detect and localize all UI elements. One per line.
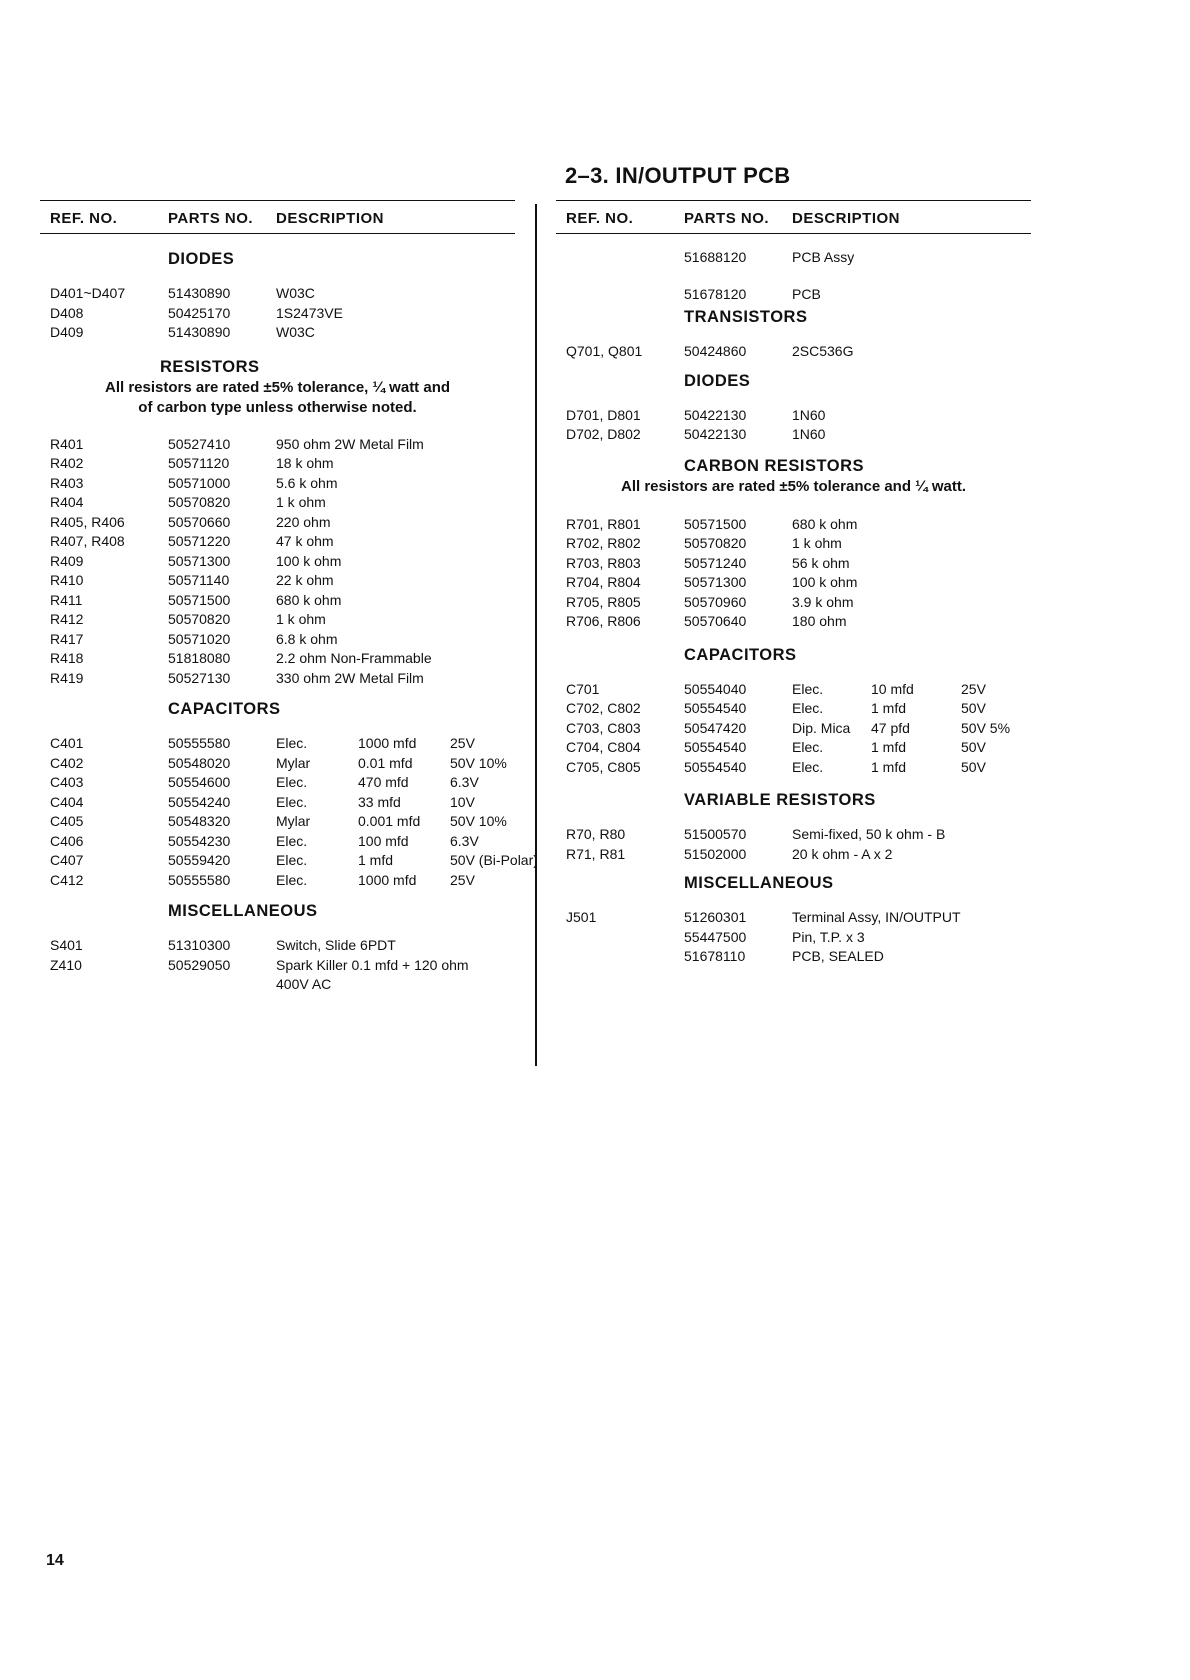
section-pcb: [556, 248, 1031, 304]
column-divider: [535, 204, 537, 1066]
parts-no-cell: 51818080: [168, 650, 231, 666]
ref-cell: C406: [50, 832, 84, 849]
ref-cell: R419: [50, 669, 84, 686]
table-row: [40, 832, 515, 852]
table-header: [40, 200, 515, 234]
rows: [40, 435, 515, 689]
header-desc: DESCRIPTION: [792, 210, 901, 227]
ref-cell: R705, R805: [566, 593, 641, 610]
parts-no-cell: 50571240: [684, 554, 747, 571]
table-row: [556, 680, 1031, 700]
description-cell: PCB: [792, 285, 821, 302]
header-parts: PARTS NO.: [684, 210, 770, 227]
rows: [556, 342, 1031, 362]
type-cell: Mylar: [276, 754, 311, 771]
header-parts: PARTS NO.: [168, 210, 254, 227]
parts-no-cell: 51430890: [168, 324, 231, 340]
voltage-cell: 50V 10%: [450, 813, 507, 829]
ref-cell: D701, D801: [566, 406, 641, 423]
value-cell: 1 mfd: [871, 758, 907, 775]
type-cell: Elec.: [276, 774, 308, 790]
value-cell: 100 mfd: [358, 832, 409, 849]
parts-no-cell: 50571300: [684, 574, 747, 590]
type-cell: Elec.: [276, 735, 308, 751]
description-cell: 100 k ohm: [792, 574, 858, 590]
section-diodes: [40, 248, 515, 343]
description-cell: 2.2 ohm Non-Frammable: [276, 650, 432, 666]
table-row: [556, 593, 1031, 613]
ref-cell: R703, R803: [566, 554, 641, 571]
description-cell: Switch, Slide 6PDT: [276, 937, 396, 953]
table-row: [40, 571, 515, 591]
ref-cell: R410: [50, 572, 84, 588]
description-cell: 20 k ohm - A x 2: [792, 845, 893, 862]
parts-no-cell: 50570820: [168, 611, 231, 627]
voltage-cell: 50V: [961, 758, 986, 775]
table-row: [556, 573, 1031, 593]
section-diodes: [556, 370, 1031, 445]
value-cell: 1000 mfd: [358, 871, 417, 888]
parts-no-cell: 51310300: [168, 937, 231, 953]
type-cell: Dip. Mica: [792, 719, 851, 736]
ref-cell: C412: [50, 871, 84, 888]
parts-no-cell: 50570640: [684, 613, 747, 629]
rows: [556, 406, 1031, 445]
ref-cell: C405: [50, 813, 84, 829]
ref-cell: C402: [50, 754, 84, 771]
description-cell: 1S2473VE: [276, 304, 343, 321]
value-cell: 0.01 mfd: [358, 754, 413, 771]
parts-no-cell: 50554540: [684, 700, 747, 716]
rows: [556, 908, 1031, 967]
rows: [40, 734, 538, 890]
table-row: [556, 612, 1031, 632]
ref-cell: D702, D802: [566, 426, 641, 442]
description-cell: 680 k ohm: [792, 515, 858, 532]
voltage-cell: 6.3V: [450, 832, 479, 849]
table-row: [556, 719, 1031, 739]
ref-cell: R409: [50, 552, 84, 569]
table-row: [40, 532, 515, 552]
parts-no-cell: 50571020: [168, 630, 231, 647]
section-title: MISCELLANEOUS: [684, 874, 834, 892]
description-cell: W03C: [276, 324, 315, 340]
voltage-cell: 25V: [450, 871, 475, 888]
section-title: VARIABLE RESISTORS: [684, 791, 876, 809]
description-cell: 1 k ohm: [792, 535, 842, 551]
value-cell: 10 mfd: [871, 680, 914, 697]
type-cell: Elec.: [276, 871, 308, 888]
value-cell: 1 mfd: [871, 700, 907, 716]
value-cell: 1 mfd: [871, 739, 907, 755]
section-capacitors: [556, 644, 1031, 778]
voltage-cell: 50V: [961, 739, 986, 755]
description-cell: 680 k ohm: [276, 591, 342, 608]
description-cell: W03C: [276, 285, 315, 301]
table-row: [556, 554, 1031, 574]
parts-no-cell: 50554600: [168, 774, 231, 790]
ref-cell: C401: [50, 735, 84, 751]
ref-cell: C702, C802: [566, 700, 641, 716]
ref-cell: D401~D407: [50, 285, 126, 301]
description-cell: 56 k ohm: [792, 554, 850, 571]
parts-no-cell: 51502000: [684, 845, 747, 862]
rows: [556, 680, 1031, 778]
table-row: [40, 936, 515, 956]
parts-no-cell: 51688120: [684, 249, 747, 265]
table-row: [556, 947, 1031, 967]
page-title: 2–3. IN/OUTPUT PCB: [565, 163, 791, 188]
table-row: [40, 734, 515, 754]
ref-cell: R412: [50, 611, 84, 627]
section-title: CARBON RESISTORS: [684, 456, 865, 475]
parts-no-cell: 50554540: [684, 739, 747, 755]
section-resistors: [40, 356, 515, 689]
parts-no-cell: 50529050: [168, 956, 231, 973]
table-row: [556, 845, 1031, 865]
description-cell: 2SC536G: [792, 343, 854, 359]
table-row: [40, 812, 515, 832]
table-row: [40, 793, 515, 813]
description-cell: 5.6 k ohm: [276, 474, 338, 491]
table-row: [40, 975, 515, 995]
value-cell: 33 mfd: [358, 793, 401, 810]
table-row: [556, 248, 1031, 268]
section-variable-resistors: [556, 789, 1031, 864]
header-ref: REF. NO.: [50, 210, 118, 227]
table-row: [40, 610, 515, 630]
ref-cell: R70, R80: [566, 826, 626, 842]
parts-no-cell: 50570820: [168, 494, 231, 510]
value-cell: 1000 mfd: [358, 735, 417, 751]
table-row: [40, 649, 515, 669]
parts-no-cell: 50559420: [168, 852, 231, 868]
ref-cell: R706, R806: [566, 613, 641, 629]
table-row: [556, 515, 1031, 535]
parts-no-cell: 50571500: [168, 591, 231, 608]
parts-no-cell: 50425170: [168, 304, 231, 321]
table-row: [40, 591, 515, 611]
table-row: [40, 552, 515, 572]
voltage-cell: 50V: [961, 700, 986, 716]
description-cell: 1N60: [792, 406, 826, 423]
parts-no-cell: 50571500: [684, 515, 747, 532]
description-cell: Semi-fixed, 50 k ohm - B: [792, 826, 946, 842]
table-row: [40, 851, 538, 871]
table-row: [40, 669, 515, 689]
description-cell: 1 k ohm: [276, 494, 326, 510]
voltage-cell: 6.3V: [450, 774, 479, 790]
description-cell: 18 k ohm: [276, 455, 334, 471]
value-cell: 0.001 mfd: [358, 813, 421, 829]
table-row: [556, 406, 1031, 426]
ref-cell: R418: [50, 650, 84, 666]
section-title: CAPACITORS: [168, 700, 281, 718]
section-misc: [40, 900, 515, 995]
ref-cell: J501: [566, 909, 597, 925]
description-cell: 180 ohm: [792, 613, 847, 629]
section-title: TRANSISTORS: [684, 308, 808, 326]
type-cell: Elec.: [792, 739, 824, 755]
type-cell: Mylar: [276, 813, 311, 829]
parts-no-cell: 50555580: [168, 735, 231, 751]
parts-no-cell: 51678110: [684, 948, 746, 964]
ref-cell: C407: [50, 852, 84, 868]
ref-cell: R71, R81: [566, 845, 626, 862]
ref-cell: R702, R802: [566, 535, 641, 551]
parts-no-cell: 50548020: [168, 754, 231, 771]
table-row: [40, 323, 515, 343]
table-row: [40, 304, 515, 324]
section-transistors: [556, 306, 1031, 362]
value-cell: 1 mfd: [358, 852, 394, 868]
parts-no-cell: 50527130: [168, 669, 231, 686]
parts-no-cell: 50570960: [684, 593, 747, 610]
voltage-cell: 25V: [450, 735, 475, 751]
description-cell: PCB Assy: [792, 249, 855, 265]
left-column: [40, 200, 538, 995]
right-column: [556, 200, 1031, 967]
parts-no-cell: 50555580: [168, 871, 231, 888]
value-cell: 470 mfd: [358, 774, 409, 790]
parts-no-cell: 50554040: [684, 680, 747, 697]
description-cell: 1 k ohm: [276, 611, 326, 627]
type-cell: Elec.: [792, 680, 824, 697]
parts-no-cell: 50547420: [684, 719, 747, 736]
parts-no-cell: 50422130: [684, 426, 747, 442]
table-row: [556, 534, 1031, 554]
description-cell: 330 ohm 2W Metal Film: [276, 669, 424, 686]
ref-cell: C403: [50, 774, 84, 790]
description-cell: PCB, SEALED: [792, 948, 884, 964]
ref-cell: C705, C805: [566, 758, 641, 775]
parts-no-cell: 50571120: [168, 455, 230, 471]
rows: [556, 825, 1031, 864]
rows: [556, 515, 1031, 632]
table-row: [40, 493, 515, 513]
description-cell: 22 k ohm: [276, 572, 334, 588]
value-cell: 47 pfd: [871, 719, 910, 736]
rows: [40, 936, 515, 995]
voltage-cell: 50V (Bi-Polar): [450, 852, 538, 868]
table-row: [40, 454, 515, 474]
parts-no-cell: 50548320: [168, 813, 231, 829]
description-cell: Pin, T.P. x 3: [792, 928, 865, 945]
table-row: [556, 425, 1031, 445]
table-row: [556, 908, 1031, 928]
section-note: of carbon type unless otherwise noted.: [138, 398, 417, 416]
section-title: CAPACITORS: [684, 645, 797, 664]
section-note: All resistors are rated ±5% tolerance and ¼ watt.: [620, 477, 967, 495]
ref-cell: C703, C803: [566, 719, 641, 736]
description-cell: Spark Killer 0.1 mfd + 120 ohm: [276, 956, 469, 973]
parts-no-cell: 50424860: [684, 343, 747, 359]
parts-no-cell: 51260301: [684, 909, 747, 925]
table-row: [40, 956, 515, 976]
ref-cell: Q701, Q801: [566, 343, 643, 359]
parts-no-cell: 50570820: [684, 535, 747, 551]
table-row: [40, 513, 515, 533]
description-cell: Terminal Assy, IN/OUTPUT: [792, 909, 961, 925]
rows: [556, 248, 1031, 304]
parts-no-cell: 50554540: [684, 758, 747, 775]
parts-no-cell: 50527410: [168, 435, 231, 452]
ref-cell: R701, R801: [566, 515, 641, 532]
description-cell: 6.8 k ohm: [276, 630, 338, 647]
table-row: [40, 284, 515, 304]
ref-cell: R417: [50, 630, 84, 647]
parts-no-cell: 50422130: [684, 406, 747, 423]
section-note: All resistors are rated ±5% tolerance, ¼ watt and: [104, 378, 451, 396]
table-header: [556, 200, 1031, 234]
section-title: DIODES: [168, 250, 235, 268]
description-cell: 400V AC: [276, 976, 332, 992]
ref-cell: R401: [50, 435, 84, 452]
description-cell: 220 ohm: [276, 513, 331, 530]
voltage-cell: 50V 10%: [450, 754, 507, 771]
table-row: [40, 871, 515, 891]
section-capacitors: [40, 698, 538, 890]
type-cell: Elec.: [276, 793, 308, 810]
table-row: [556, 738, 1031, 758]
parts-no-cell: 55447500: [684, 928, 747, 945]
header-desc: DESCRIPTION: [276, 210, 385, 227]
ref-cell: R411: [50, 591, 83, 608]
voltage-cell: 50V 5%: [961, 719, 1011, 736]
table-row: [40, 435, 515, 455]
ref-cell: D408: [50, 304, 84, 321]
parts-no-cell: 51500570: [684, 826, 747, 842]
ref-cell: Z410: [50, 956, 82, 973]
ref-cell: C704, C804: [566, 739, 641, 755]
parts-no-cell: 50571140: [168, 572, 230, 588]
header-ref: REF. NO.: [566, 210, 634, 227]
table-row: [40, 773, 515, 793]
parts-no-cell: 51430890: [168, 285, 231, 301]
type-cell: Elec.: [276, 852, 308, 868]
parts-no-cell: 50554230: [168, 832, 231, 849]
table-row: [40, 474, 515, 494]
section-carbon-resistors: [556, 455, 1031, 632]
ref-cell: R404: [50, 494, 84, 510]
type-cell: Elec.: [792, 758, 824, 775]
voltage-cell: 10V: [450, 793, 475, 810]
description-cell: 1N60: [792, 426, 826, 442]
description-cell: 47 k ohm: [276, 533, 334, 549]
section-title: RESISTORS: [160, 357, 260, 376]
description-cell: 950 ohm 2W Metal Film: [276, 435, 424, 452]
ref-cell: C404: [50, 793, 84, 810]
ref-cell: R402: [50, 455, 84, 471]
ref-cell: R403: [50, 474, 84, 491]
ref-cell: C701: [566, 680, 600, 697]
section-title: DIODES: [684, 371, 751, 390]
voltage-cell: 25V: [961, 680, 986, 697]
table-row: [40, 630, 515, 650]
table-row: [556, 825, 1031, 845]
parts-no-cell: 50554240: [168, 793, 231, 810]
ref-cell: R407, R408: [50, 533, 125, 549]
parts-no-cell: 50570660: [168, 513, 231, 530]
type-cell: Elec.: [792, 700, 824, 716]
ref-cell: D409: [50, 324, 84, 340]
table-row: [556, 758, 1031, 778]
ref-cell: R405, R406: [50, 513, 125, 530]
table-row: [556, 342, 1031, 362]
parts-no-cell: 50571220: [168, 533, 231, 549]
parts-no-cell: 51678120: [684, 285, 747, 302]
parts-no-cell: 50571300: [168, 552, 231, 569]
section-title: MISCELLANEOUS: [168, 902, 318, 920]
table-row: [556, 699, 1031, 719]
table-row: [556, 928, 1031, 948]
section-misc: [556, 872, 1031, 967]
ref-cell: S401: [50, 937, 83, 953]
page-number: 14: [46, 1552, 64, 1569]
parts-no-cell: 50571000: [168, 474, 231, 491]
description-cell: 100 k ohm: [276, 552, 342, 569]
type-cell: Elec.: [276, 832, 308, 849]
rows: [40, 284, 515, 343]
description-cell: 3.9 k ohm: [792, 593, 854, 610]
table-row: [556, 285, 1031, 305]
table-row: [40, 754, 515, 774]
ref-cell: R704, R804: [566, 574, 641, 590]
